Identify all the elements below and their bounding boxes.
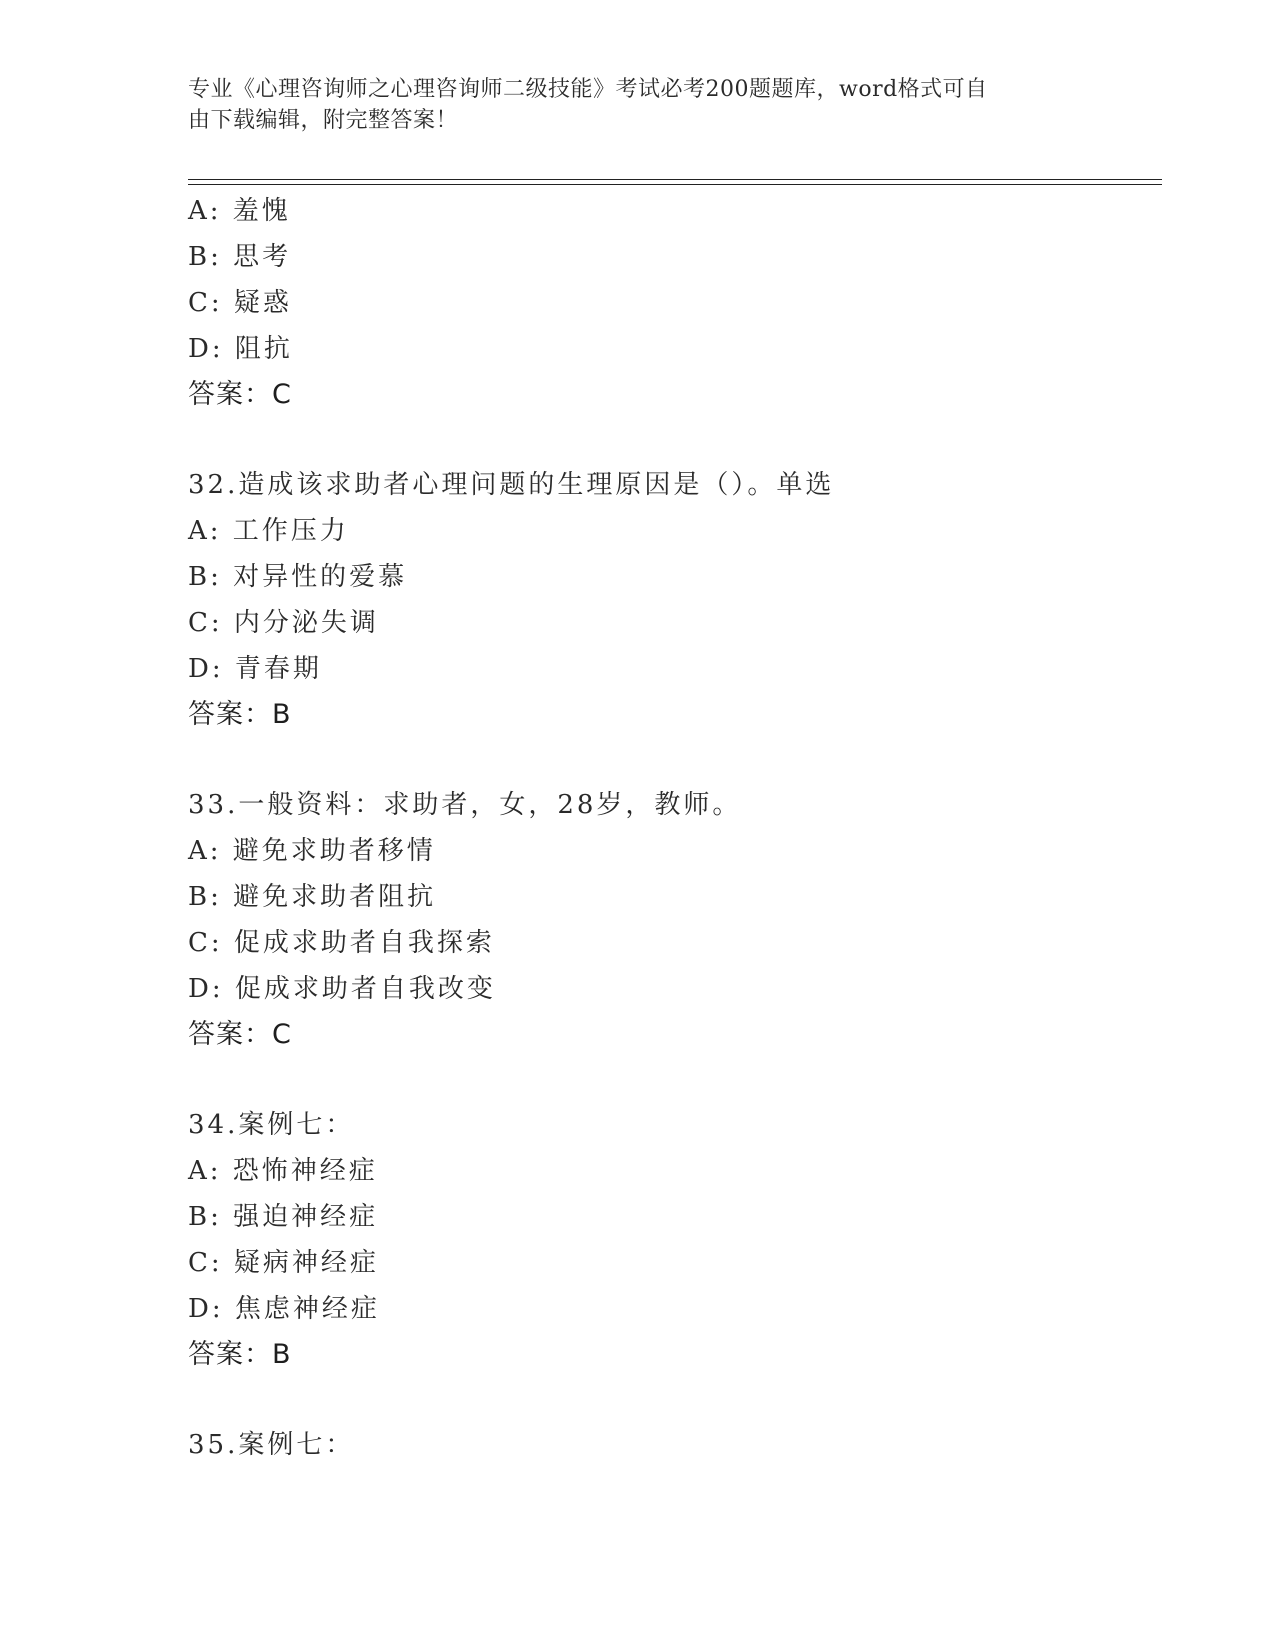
option-a: A: 工作压力 [188,516,349,546]
option-c: C: 促成求助者自我探索 [188,928,495,958]
answer-line: 答案：B [188,699,292,730]
option-d: D: 青春期 [188,654,322,684]
option-d: D: 促成求助者自我改变 [188,974,496,1004]
question-text: 34.案例七： [188,1110,355,1140]
header-divider-top [188,179,1162,180]
question-block [188,188,1158,418]
option-d: D: 阻抗 [188,334,293,364]
option-c: C: 疑病神经症 [188,1248,379,1278]
question-list [188,188,1158,1468]
question-text: 33.一般资料：求助者，女，28岁，教师。 [188,790,742,820]
option-b: B: 避免求助者阻抗 [188,882,437,912]
option-c: C: 内分泌失调 [188,608,379,638]
header-line-1: 专业《心理咨询师之心理咨询师二级技能》考试必考200题题库，word格式可自 [188,77,988,102]
header-divider-bottom [188,184,1162,185]
option-c: C: 疑惑 [188,288,292,318]
header-line-2: 由下载编辑，附完整答案！ [188,108,459,133]
answer-line: 答案：B [188,1339,292,1370]
block-spacer [188,1058,1158,1102]
option-b: B: 对异性的爱慕 [188,562,408,592]
answer-line: 答案：C [188,1019,292,1050]
option-a: A: 恐怖神经症 [188,1156,378,1186]
option-d: D: 焦虑神经症 [188,1294,380,1324]
block-spacer [188,1378,1158,1422]
question-block [188,782,1158,1058]
option-a: A: 羞愧 [188,196,291,226]
question-block [188,1102,1158,1378]
question-text: 32.造成该求助者心理问题的生理原因是（）。单选 [188,470,835,500]
question-text: 35.案例七： [188,1430,355,1460]
option-b: B: 思考 [188,242,292,272]
page-header [188,74,1068,136]
question-block [188,1422,1158,1468]
question-block [188,462,1158,738]
option-a: A: 避免求助者移情 [188,836,436,866]
option-b: B: 强迫神经症 [188,1202,379,1232]
block-spacer [188,418,1158,462]
block-spacer [188,738,1158,782]
answer-line: 答案：C [188,379,292,410]
